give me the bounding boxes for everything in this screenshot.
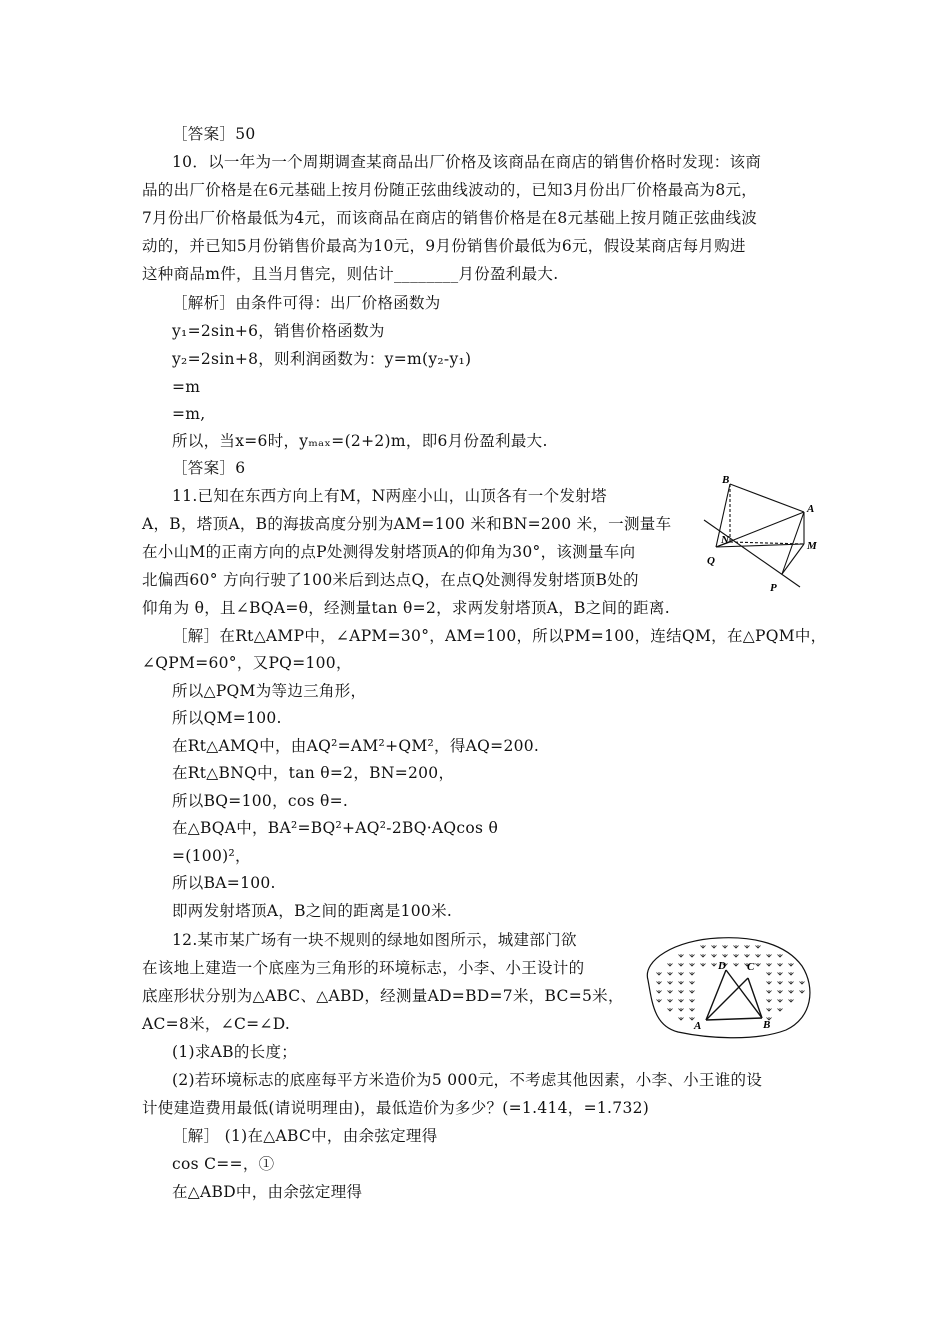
grass-mark	[789, 999, 794, 1002]
answer-10: ［答案］6	[172, 459, 246, 477]
grass-mark	[690, 981, 695, 984]
label-M: M	[807, 540, 817, 552]
grass-mark	[723, 954, 728, 957]
label-B2: B	[763, 1019, 771, 1031]
solution-11-line-7: 所以BQ=100，cos θ=.	[172, 792, 349, 810]
grass-mark	[679, 1017, 684, 1020]
grass-mark	[778, 972, 783, 975]
solution-11-line-8: 在△BQA中，BA²=BQ²+AQ²-2BQ·AQcos θ	[172, 819, 499, 837]
solution-10-line-2: y₁=2sin+6，销售价格函数为	[172, 322, 385, 340]
grass-mark	[734, 963, 739, 966]
solution-10-line-3: y₂=2sin+8，则利润函数为：y=m(y₂-y₁)	[172, 350, 472, 368]
grass-mark	[679, 963, 684, 966]
grass-mark	[668, 1008, 673, 1011]
grass-mark	[800, 990, 805, 993]
grass-mark	[778, 963, 783, 966]
grass-mark	[800, 981, 805, 984]
label-N: N	[721, 534, 729, 546]
problem-11-line-5: 仰角为 θ，且∠BQA=θ，经测量tan θ=2，求两发射塔顶A，B之间的距离.	[142, 599, 670, 617]
label-P: P	[770, 582, 777, 594]
grass-mark	[767, 954, 772, 957]
grass-mark	[701, 945, 706, 948]
grass-mark	[778, 954, 783, 957]
solution-11-line-11: 即两发射塔顶A，B之间的距离是100米.	[172, 902, 453, 920]
solution-11-line-2: ∠QPM=60°，又PQ=100，	[142, 654, 352, 672]
answer-9: ［答案］50	[172, 125, 256, 143]
solution-12-line-2: cos C==，①	[172, 1155, 275, 1173]
grass-mark	[756, 954, 761, 957]
grass-mark	[778, 999, 783, 1002]
problem-12-part-2-line-2: 计使建造费用最低(请说明理由)，最低造价为多少？(=1.414，=1.732)	[142, 1099, 650, 1117]
problem-10-line-4: 动的，并已知5月份销售价最高为10元，9月份销售价最低为6元，假设某商店每月购进	[142, 237, 746, 255]
solution-12-line-1: ［解］ (1)在△ABC中，由余弦定理得	[172, 1127, 438, 1145]
problem-10-line-2: 品的出厂价格是在6元基础上按月份随正弦曲线波动的，已知3月份出厂价格最高为8元，	[142, 181, 758, 199]
grass-mark	[668, 990, 673, 993]
grass-mark	[701, 954, 706, 957]
grass-mark	[679, 1008, 684, 1011]
grass-mark	[789, 990, 794, 993]
grass-mark	[745, 954, 750, 957]
problem-11-line-3: 在小山M的正南方向的点P处测得发射塔顶A的仰角为30°，该测量车向	[142, 543, 636, 561]
grass-mark	[712, 954, 717, 957]
grass-mark	[690, 954, 695, 957]
grass-mark	[789, 972, 794, 975]
grass-mark	[767, 981, 772, 984]
grass-mark	[778, 981, 783, 984]
grass-mark	[679, 972, 684, 975]
grass-mark	[767, 990, 772, 993]
problem-11-line-2: A，B，塔顶A，B的海拔高度分别为AM=100 米和BN=200 米，一测量车	[142, 515, 672, 533]
grass-mark	[690, 999, 695, 1002]
grass-mark	[756, 963, 761, 966]
figure-green-land-diagram	[636, 932, 816, 1042]
problem-10-line-3: 7月份出厂价格最低为4元，而该商品在商店的销售价格是在8元基础上按月随正弦曲线波	[142, 209, 758, 227]
label-D: D	[718, 960, 726, 972]
grass-mark	[712, 963, 717, 966]
solution-10-line-4: =m	[172, 378, 201, 396]
solution-10-line-6: 所以，当x=6时，yₘₐₓ=(2+2)m，即6月份盈利最大.	[172, 432, 548, 450]
solution-11-line-3: 所以△PQM为等边三角形，	[172, 682, 367, 700]
grass-mark	[657, 972, 662, 975]
figure-towers-diagram	[700, 470, 820, 600]
grass-mark	[668, 981, 673, 984]
solution-10-line-5: =m,	[172, 405, 206, 423]
grass-mark	[767, 972, 772, 975]
grass-mark	[712, 945, 717, 948]
problem-12-part-1: (1)求AB的长度；	[172, 1043, 298, 1061]
problem-12-line-3: 底座形状分别为△ABC、△ABD，经测量AD=BD=7米，BC=5米，	[142, 987, 624, 1005]
problem-12-line-2: 在该地上建造一个底座为三角形的环境标志，小李、小王设计的	[142, 959, 585, 977]
solution-11-line-6: 在Rt△BNQ中，tan θ=2，BN=200，	[172, 764, 455, 782]
problem-12-part-2-line-1: (2)若环境标志的底座每平方米造价为5 000元，不考虑其他因素，小李、小王谁的设	[172, 1071, 763, 1089]
label-B: B	[722, 474, 730, 486]
grass-mark	[679, 981, 684, 984]
grass-mark	[679, 999, 684, 1002]
grass-mark	[701, 963, 706, 966]
grass-mark	[690, 963, 695, 966]
grass-mark	[745, 945, 750, 948]
solution-10-line-1: ［解析］由条件可得：出厂价格函数为	[172, 294, 441, 312]
grass-mark	[767, 963, 772, 966]
problem-12-line-4: AC=8米，∠C=∠D.	[142, 1015, 291, 1033]
grass-mark	[679, 954, 684, 957]
problem-10-line-1: 10．以一年为一个周期调查某商品出厂价格及该商品在商店的销售价格时发现：该商	[172, 153, 762, 171]
grass-mark	[778, 990, 783, 993]
grass-mark	[734, 945, 739, 948]
grass-mark	[778, 1008, 783, 1011]
grass-mark	[657, 981, 662, 984]
problem-11-line-1: 11.已知在东西方向上有M，N两座小山，山顶各有一个发射塔	[172, 487, 607, 505]
solution-11-line-4: 所以QM=100.	[172, 709, 282, 727]
solution-12-line-3: 在△ABD中，由余弦定理得	[172, 1183, 363, 1201]
problem-12-line-1: 12.某市某广场有一块不规则的绿地如图所示，城建部门欲	[172, 931, 577, 949]
solution-11-line-1: ［解］在Rt△AMP中，∠APM=30°，AM=100，所以PM=100，连结QM，在△PQM中，	[172, 627, 827, 645]
grass-mark	[690, 990, 695, 993]
grass-mark	[767, 999, 772, 1002]
grass-mark	[657, 990, 662, 993]
grass-mark	[767, 1008, 772, 1011]
label-A2: A	[694, 1020, 702, 1032]
problem-10-line-5: 这种商品m件，且当月售完，则估计________月份盈利最大.	[142, 265, 559, 283]
label-A: A	[807, 503, 815, 515]
label-Q: Q	[707, 555, 715, 567]
grass-mark	[668, 972, 673, 975]
grass-mark	[789, 963, 794, 966]
grass-mark	[690, 1008, 695, 1011]
label-C: C	[747, 961, 755, 973]
grass-mark	[734, 954, 739, 957]
grass-mark	[668, 963, 673, 966]
grass-mark	[756, 945, 761, 948]
grass-mark	[679, 990, 684, 993]
grass-mark	[657, 999, 662, 1002]
grass-mark	[723, 945, 728, 948]
solution-11-line-10: 所以BA=100.	[172, 874, 276, 892]
grass-mark	[690, 972, 695, 975]
grass-mark	[668, 999, 673, 1002]
problem-11-line-4: 北偏西60° 方向行驶了100米后到达点Q，在点Q处测得发射塔顶B处的	[142, 571, 639, 589]
solution-11-line-5: 在Rt△AMQ中，由AQ²=AM²+QM²，得AQ=200.	[172, 737, 540, 755]
solution-11-line-9: =(100)²，	[172, 847, 251, 865]
grass-mark	[789, 981, 794, 984]
